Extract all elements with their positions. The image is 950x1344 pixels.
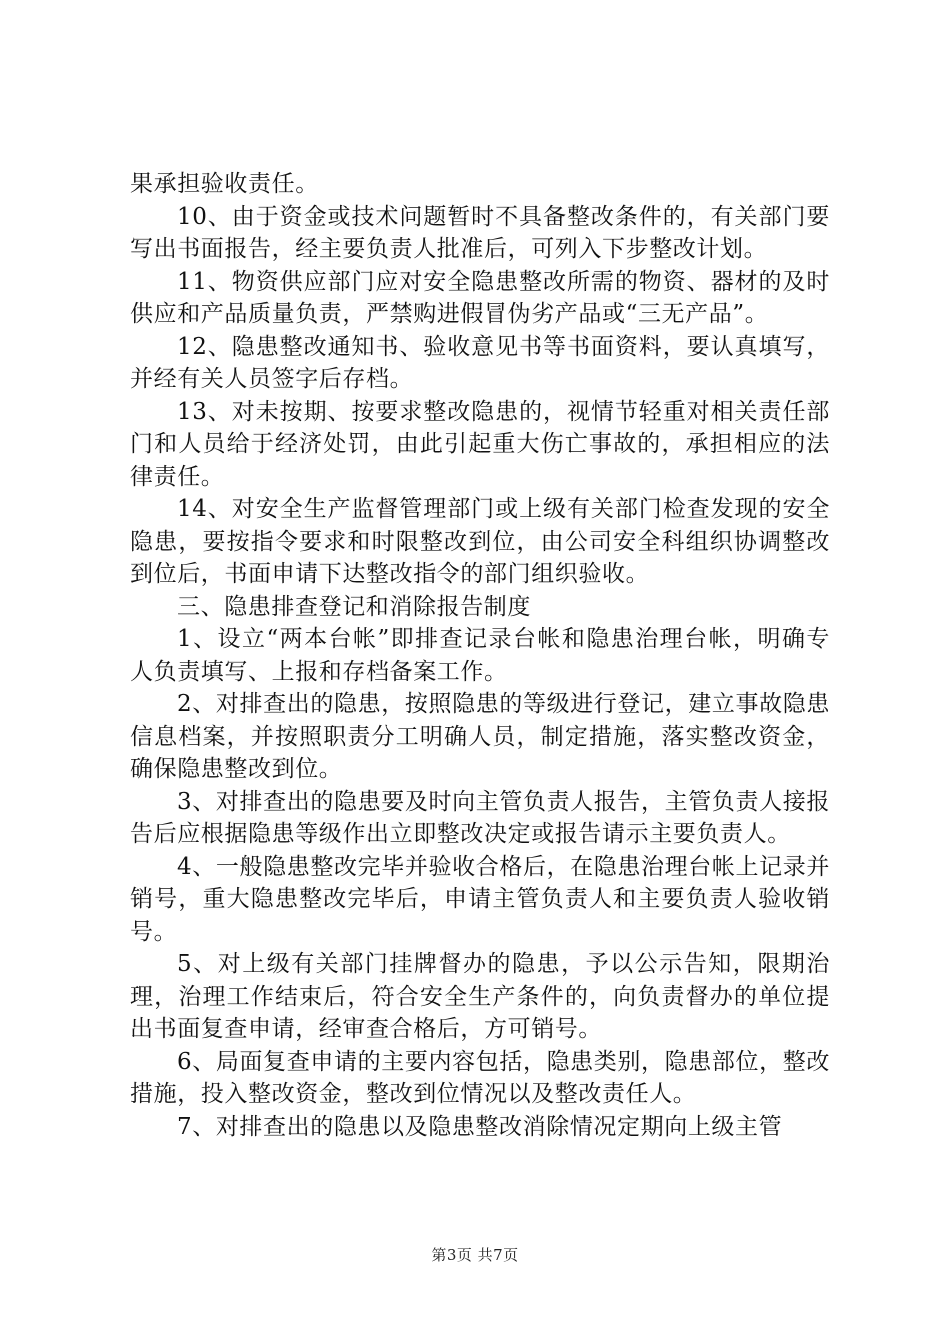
paragraph-continuation: 果承担验收责任。 [130, 171, 319, 197]
page-number-label: 第3页 共7页 [431, 1246, 519, 1264]
section-heading-3: 三、隐患排查登记和消除报告制度 [177, 593, 531, 620]
paragraph-item-1: 1、设立“两本台帐”即排查记录台帐和隐患治理台帐，明确专人负责填写、上报和存档备案工作。 [130, 626, 830, 685]
paragraph-item-10: 10、由于资金或技术问题暂时不具备整改条件的，有关部门要写出书面报告，经主要负责人批准后，可列入下步整改计划。 [130, 203, 830, 262]
paragraph-item-6: 6、局面复查申请的主要内容包括，隐患类别，隐患部位，整改措施，投入整改资金，整改到位情况以及整改责任人。 [130, 1048, 830, 1107]
paragraph-item-13: 13、对未按期、按要求整改隐患的，视情节轻重对相关责任部门和人员给于经济处罚，由此引起重大伤亡事故的，承担相应的法律责任。 [130, 398, 830, 490]
paragraph-item-7: 7、对排查出的隐患以及隐患整改消除情况定期向上级主管 [177, 1113, 783, 1140]
paragraph-item-2: 2、对排查出的隐患，按照隐患的等级进行登记，建立事故隐患信息档案，并按照职责分工明确人员，制定措施，落实整改资金，确保隐患整改到位。 [130, 691, 830, 782]
paragraph-item-14: 14、对安全生产监督管理部门或上级有关部门检查发现的安全隐患，要按指令要求和时限整改到位，由公司安全科组织协调整改到位后，书面申请下达整改指令的部门组织验收。 [130, 496, 830, 587]
page-footer [0, 1244, 950, 1265]
paragraph-item-4: 4、一般隐患整改完毕并验收合格后，在隐患治理台帐上记录并销号，重大隐患整改完毕后，申请主管负责人和主要负责人验收销号。 [130, 853, 830, 945]
paragraph-item-3: 3、对排查出的隐患要及时向主管负责人报告，主管负责人接报告后应根据隐患等级作出立即整改决定或报告请示主要负责人。 [130, 788, 830, 847]
paragraph-item-11: 11、物资供应部门应对安全隐患整改所需的物资、器材的及时供应和产品质量负责，严禁购进假冒伪劣产品或“三无产品”。 [130, 268, 830, 327]
paragraph-item-12: 12、隐患整改通知书、验收意见书等书面资料，要认真填写，并经有关人员签字后存档。 [130, 333, 830, 392]
paragraph-item-5: 5、对上级有关部门挂牌督办的隐患，予以公示告知，限期治理，治理工作结束后，符合安全生产条件的，向负责督办的单位提出书面复查申请，经审查合格后，方可销号。 [130, 951, 830, 1042]
document-body [130, 168, 830, 1143]
